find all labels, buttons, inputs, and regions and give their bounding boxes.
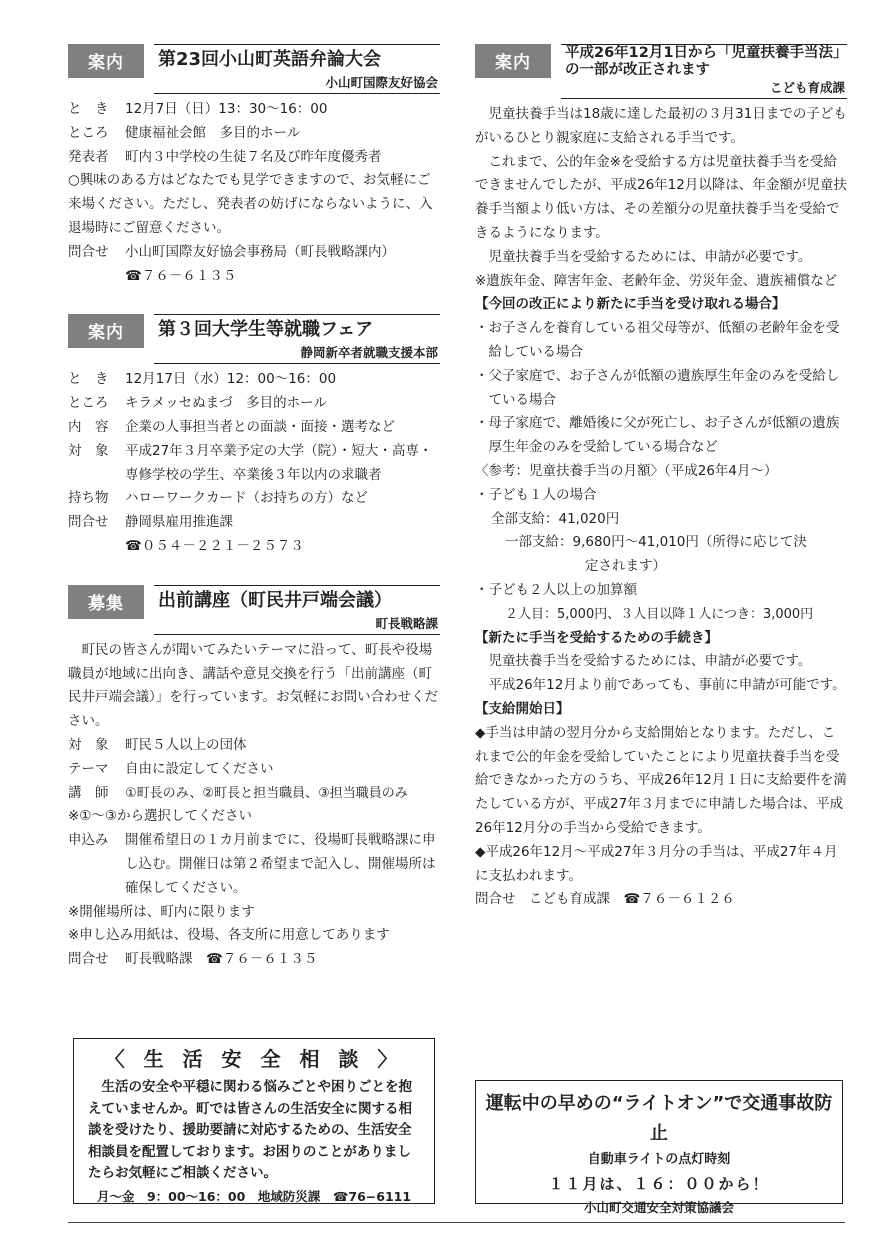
row-value: 自由に設定してください — [125, 760, 274, 777]
row-label: と き — [68, 101, 109, 117]
amount-line: 全部支給：41,020円 — [491, 510, 620, 527]
info-row — [68, 487, 440, 511]
phone-number: ☎０５４－２２１－２５７３ — [125, 537, 304, 554]
article-body — [68, 639, 440, 972]
info-row — [68, 122, 440, 146]
info-row — [68, 440, 440, 488]
row-value: ①町長のみ、②町長と担当職員、③担当職員のみ — [125, 785, 408, 801]
note-text: ※遺族年金、障害年金、老齢年金、労災年金、遺族補償など — [475, 272, 838, 289]
row-value: 静岡県雇用推進課 — [125, 514, 233, 531]
title-box — [154, 44, 440, 94]
paragraph: ◆平成26年12月〜平成27年３月分の手当は、平成27年４月に支払われます。 — [475, 843, 838, 884]
paragraph: これまで、公的年金※を受給する方は児童扶養手当を受給できませんでしたが、平成26年12月以降は、年金額が児童扶養手当額より低い方は、その差額分の児童扶養手当を受給できるようになります。 — [475, 153, 847, 241]
section-heading: 【新たに手当を受給するための手続き】 — [475, 629, 718, 646]
row-label: テーマ — [68, 760, 109, 777]
row-label: 問合せ — [68, 243, 109, 260]
row-value: 12月17日（水）12：00〜16：00 — [125, 371, 337, 388]
article-header — [68, 314, 440, 364]
box-title: 運転中の早めの“ライトオン”で交通事故防止 — [485, 1093, 833, 1144]
row-label: 問合せ — [68, 514, 109, 531]
section-heading: 【支給開始日】 — [475, 700, 570, 717]
category-tag: 案内 — [475, 44, 551, 78]
right-column — [475, 44, 847, 938]
paragraph: 児童扶養手当を受給するためには、申請が必要です。 — [488, 653, 812, 670]
box-footer: 月〜金 9：00〜16：00 地域防災課 ☎76−6111 — [96, 1188, 412, 1204]
article-title: 出前講座（町民井戸端会議） — [158, 589, 392, 611]
info-row — [68, 392, 440, 416]
row-label: 申込み — [68, 832, 109, 849]
row-label: ところ — [68, 395, 109, 412]
intro-paragraph: 町民の皆さんが聞いてみたいテーマに沿って、町長や役場職員が地域に出向き、講話や意見交換を行う「出前講座（町民井戸端会議）」を行っています。お気軽にお問い合わせください。 — [68, 641, 439, 730]
article-speech-contest — [68, 44, 440, 288]
row-label: 対 象 — [68, 736, 109, 753]
row-value: キラメッセぬまづ 多目的ホール — [125, 395, 327, 412]
row-value: 平成27年３月卒業予定の大学（院）・短大・高専・専修学校の学生、卒業後３年以内の求職者 — [125, 442, 433, 483]
amount-line: ２人目：5,000円、３人目以降１人につき：3,000円 — [505, 606, 814, 622]
bullet-item: ・お子さんを養育している祖父母等が、低額の老齢年金を受給している場合 — [475, 320, 840, 360]
row-label: 持ち物 — [68, 490, 109, 507]
article-organizer: 小山町国際友好協会 — [325, 75, 438, 90]
row-value: ハローワークカード（お持ちの方）など — [125, 490, 368, 507]
amount-line: 一部支給：9,680円〜41,010円（所得に応じて決 — [505, 534, 807, 551]
article-title: 平成26年12月1日から「児童扶養手当法」の一部が改正されます — [565, 45, 841, 78]
paragraph: 児童扶養手当は18歳に達した最初の３月31日までの子どもがいるひとり親家庭に支給される手当です。 — [475, 106, 847, 146]
left-column — [68, 44, 440, 998]
row-label: 発表者 — [68, 148, 109, 165]
note-text: ○興味のある方はどなたでも見学できますので、お気軽にご来場ください。ただし、発表者の妨げにならないように、入退場時にご留意ください。 — [68, 172, 433, 236]
info-row — [68, 758, 440, 782]
article-child-allowance — [475, 44, 847, 912]
amount-line: 定されます） — [585, 558, 666, 575]
info-row — [68, 782, 440, 806]
article-outreach-lecture — [68, 585, 440, 972]
row-value: 小山町国際友好協会事務局（町長戦略課内） — [125, 243, 395, 260]
row-value: 12月7日（日）13：30〜16：00 — [125, 101, 328, 117]
article-organizer: 町長戦略課 — [375, 615, 438, 631]
box-body: 生活の安全や平穏に関わる悩みごとや困りごとを抱えていませんか。町では皆さんの生活安全に関する相談を受けたり、援助要請に対応するための、生活安全相談員を配置しております。お困りのことがありましたらお気軽にご相談ください。 — [88, 1079, 412, 1181]
safety-consultation-box — [73, 1038, 435, 1204]
article-body — [68, 98, 440, 288]
bullet-item: ・母子家庭で、離婚後に父が死亡し、お子さんが低額の遺族厚生年金のみを受給している場合など — [475, 415, 840, 456]
article-header — [475, 44, 847, 99]
row-label: と き — [68, 371, 109, 388]
note-text: ※申し込み用紙は、役場、各支所に用意してあります — [68, 927, 390, 944]
row-value: 健康福祉会館 多目的ホール — [125, 124, 301, 141]
paragraph: 児童扶養手当を受給するためには、申請が必要です。 — [488, 248, 812, 265]
article-header — [68, 585, 440, 635]
info-row — [68, 146, 440, 170]
article-organizer: こども育成課 — [769, 80, 845, 95]
info-row — [68, 416, 440, 440]
row-value: 町内３中学校の生徒７名及び昨年度優秀者 — [125, 148, 382, 165]
article-body — [475, 103, 847, 912]
row-label: 講 師 — [68, 784, 109, 801]
article-header — [68, 44, 440, 94]
box-line: 小山町交通安全対策協議会 — [583, 1200, 734, 1215]
info-row — [68, 98, 440, 122]
phone-number: ☎７６－６１３５ — [125, 267, 237, 284]
note-text: ※開催場所は、町内に限ります — [68, 903, 255, 920]
title-box — [154, 585, 440, 635]
info-row — [68, 241, 440, 265]
paragraph: 平成26年12月より前であっても、事前に申請が可能です。 — [488, 677, 846, 694]
row-label: 内 容 — [68, 418, 109, 435]
article-title: 第３回大学生等就職フェア — [158, 319, 374, 341]
title-box — [154, 314, 440, 364]
info-row — [68, 829, 440, 900]
title-box — [561, 44, 847, 99]
article-organizer: 静岡新卒者就職支援本部 — [300, 345, 438, 361]
category-tag: 募集 — [68, 585, 144, 619]
section-heading: 【今回の改正により新たに手当を受け取れる場合】 — [475, 296, 786, 313]
contact-line: 問合せ こども育成課 ☎７６－６１２６ — [475, 891, 735, 908]
box-line: 自動車ライトの点灯時刻 — [587, 1152, 731, 1167]
article-title: 第23回小山町英語弁論大会 — [158, 49, 382, 70]
row-label: 問合せ — [68, 951, 109, 968]
article-body — [68, 368, 440, 558]
box-line: １１月は、１６：００から！ — [548, 1175, 770, 1193]
article-job-fair — [68, 314, 440, 558]
row-value: 開催希望日の１カ月前までに、役場町長戦略課に申し込む。開催日は第２希望まで記入し、開催場所は確保してください。 — [125, 832, 436, 896]
info-row — [68, 511, 440, 535]
row-value: 企業の人事担当者との面談・面接・選考など — [125, 418, 395, 435]
box-title: 〈 生 活 安 全 相 談 〉 — [104, 1047, 404, 1071]
bullet-item: ・父子家庭で、お子さんが低額の遺族厚生年金のみを受給している場合 — [475, 367, 840, 408]
traffic-safety-box — [475, 1080, 843, 1215]
info-row — [68, 368, 440, 392]
reference-heading: 〈参考：児童扶養手当の月額〉（平成26年4月〜） — [475, 462, 778, 479]
row-label: 対 象 — [68, 442, 109, 459]
category-tag: 案内 — [68, 44, 144, 78]
footer-rule — [68, 1222, 845, 1223]
paragraph: ◆手当は申請の翌月分から支給開始となります。ただし、これまで公的年金を受給していたことにより児童扶養手当を受給できなかった方のうち、平成26年12月１日に支給要件を満たしている方が、平成27年３月までに申請した場合は、平成26年12月分の手当から受給できます。 — [475, 724, 847, 836]
row-value: 町民５人以上の団体 — [125, 736, 247, 753]
bullet-item: ・子ども１人の場合 — [475, 486, 597, 503]
row-value: 町長戦略課 ☎７６－６１３５ — [125, 951, 318, 968]
info-row — [68, 734, 440, 758]
row-label: ところ — [68, 124, 109, 141]
note-text: ※①〜③から選択してください — [68, 808, 253, 825]
category-tag: 案内 — [68, 314, 144, 348]
bullet-item: ・子ども２人以上の加算額 — [475, 581, 637, 598]
info-row — [68, 948, 440, 972]
